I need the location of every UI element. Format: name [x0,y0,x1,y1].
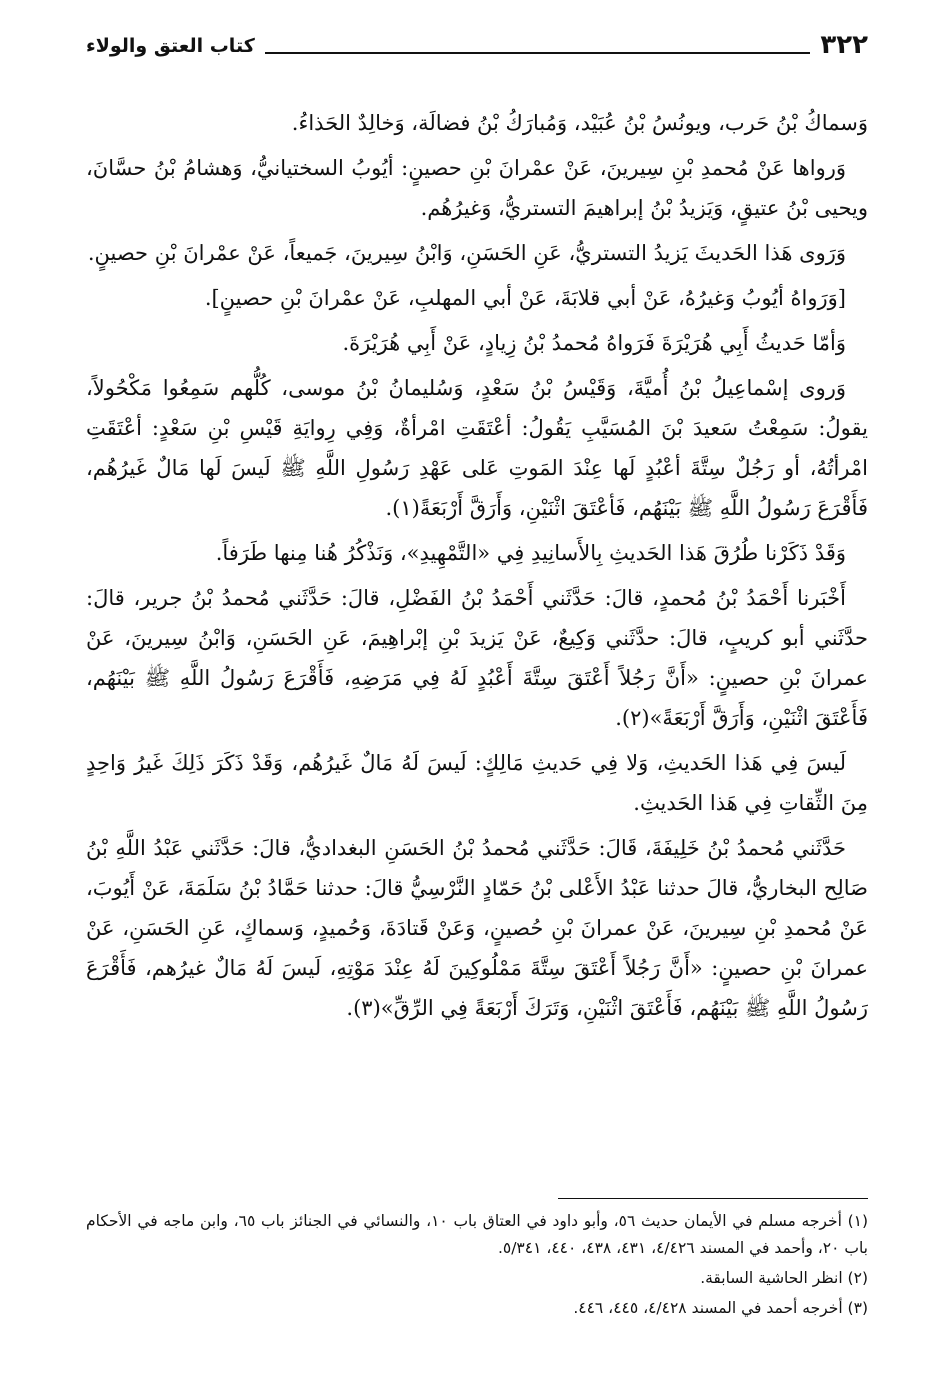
footnote-separator [558,1198,868,1199]
paragraph: حَدَّثَني مُحمدُ بْنُ خَلِيفَةَ، قَالَ: حَدَّثَني مُحمدُ بْنُ الحَسَنِ البغداديُّ، قالَ: حَدَّثَني عَبْدُ اللَّهِ بْنُ صَالِح البخاريُّ، قالَ حدثنا عَبْدُ الأَعْلى بْنُ حَمّادٍ النَّرْسِيُّ قالَ: حدثنا حَمَّادُ بْنُ سَلَمَةَ، عَنْ أَيُوبَ، عَنْ مُحمدِ بْنِ سِيرينَ، عَنْ عمرانَ بْنِ حُصينٍ، وَعَنْ قَتادَةَ، وَحُميدٍ، وَسماكٍ، عَنِ الحَسَنِ، عَنْ عمرانَ بْنِ حصينٍ: «أَنَّ رَجُلاً أَعْتَقَ سِتَّةَ مَمْلُوكِينَ لَهُ عِنْدَ مَوْتِهِ، لَيسَ لَهُ مَالٌ غيرُهم، فَأَقْرَعَ رَسُولُ اللَّهِ ﷺ بَيْنَهُم، فَأَعْتَقَ اثْنَيْنِ، وَتَرَكَ أَرْبَعَةً فِي الرِّقِّ»(٣). [86,836,868,1020]
paragraph: وَرواها عَنْ مُحمدِ بْنِ سِيرينَ، عَنْ عمْرانَ بْنِ حصينٍ: أيُوبُ السختيانيُّ، وَهشامُ بْنُ حسَّانَ، ويحيى بْنُ عتيقٍ، وَيَزيدُ بْنُ إبراهيمَ التستريُّ، وَغيرُهُم. [86,156,868,220]
footnote-2: (٢) انظر الحاشية السابقة. [700,1269,868,1287]
running-header [86,26,868,60]
paragraph: وَسماكُ بْنُ حَرب، ويونُسُ بْنُ عُبَيْد، وَمُبارَكُ بْنُ فضالَة، وَخالِدٌ الحَذاءُ. [291,111,868,135]
paragraph: لَيسَ فِي هَذا الحَديثِ، وَلا فِي حَديثِ مَالِكٍ: لَيسَ لَهُ مَالٌ غَيرُهُم، وَقَدْ ذَكَرَ ذَلِكَ غَيرُ وَاحِدٍ مِنَ الثِّقاتِ فِي هَذا الحَديثِ. [86,751,868,815]
footnote-3: (٣) أخرجه أحمد في المسند ٤/٤٢٨، ٤٤٥، ٤٤٦. [573,1299,868,1317]
paragraph: أَخْبَرنا أَحْمَدُ بْنُ مُحمدٍ، قالَ: حَدَّثَني أَحْمَدُ بْنُ الفَضْلِ، قالَ: حَدَّثَني مُحمدُ بْنُ جرير، قالَ: حدَّثَني أبو كريبٍ، قالَ: حدَّثَني وَكِيعٌ، عَنْ يَزيدَ بْنِ إبْراهِيمَ، عَنِ الحَسَنِ، وَابْنُ سِيرينَ، عَنْ عمرانَ بْنِ حصينٍ: «أَنَّ رَجُلاً أَعْتَقَ سِتَّةَ أَعْبُدٍ لَهُ فِي مَرَضِهِ، فَأَقْرَعَ رَسُولُ اللَّهِ ﷺ بَيْنَهُم، فَأَعْتَقَ اثْنَيْنِ، وَأَرَقَّ أَرْبَعَةً»(٢). [86,586,868,730]
paragraph: وَقَدْ ذَكَرْنا طُرُقَ هَذا الحَديثِ بِالأَسانِيدِ فِي «التَّمْهِيدِ»، وَنَذْكُرُ هُنا مِنها طَرَفاً. [215,541,846,565]
header-rule [265,52,811,54]
footnote-1: (١) أخرجه مسلم في الأيمان حديث ٥٦، وأبو داود في العتاق باب ١٠، والنسائي في الجنائز باب ٦٥، وابن ماجه في الأحكام باب ٢٠، وأحمد في المسند ٤/٤٢٦، ٤٣١، ٤٣٨، ٤٤٠، ٥/٣٤١. [86,1212,869,1257]
main-text [86,103,868,1033]
paragraph: [وَرَواهُ أيُوبُ وَغيرُهُ، عَنْ أبي قلابَةَ، عَنْ أبي المهلبِ، عَنْ عمْرانَ بْنِ حصينٍ]. [204,286,846,310]
book-title: كتاب العتق والولاء [86,35,255,57]
footnotes [86,1208,868,1325]
paragraph: وَروى إسْماعِيلُ بْنُ أُميَّةَ، وَقَيْسُ بْنُ سَعْدٍ، وَسُليمانُ بْنُ موسى، كُلُّهم سَمِعُوا مَكْحُولاً، يقولُ: سَمِعْتُ سَعيدَ بْنَ المُسَيَّبِ يَقُولُ: أعْتَقَتِ امْرأةٌ، وَفِي رِوايَةِ قَيْسِ بْنِ سَعْدٍ: أعْتَقَتِ امْرأتُهُ، أو رَجُلٌ سِتَّةَ أعْبُدٍ لَها عِنْدَ المَوتِ عَلى عَهْدِ رَسُولِ اللَّهِ ﷺ لَيسَ لَها مَالٌ غَيرُهُم، فَأَقْرَعَ رَسُولُ اللَّهِ ﷺ بَيْنَهُم، فَأعْتَقَ اثْنَيْنِ، وَأَرَقَّ أَرْبَعَةً(١). [86,376,868,520]
paragraph: وَرَوى هَذا الحَديثَ يَزيدُ التستريُّ، عَنِ الحَسَنِ، وَابْنُ سِيرينَ، جَميعاً، عَنْ عمْرانَ بْنِ حصينٍ. [87,241,846,265]
page-number: ٣٢٢ [820,30,868,60]
paragraph: وَأمّا حَديثُ أَبِي هُرَيْرَةَ فَرَواهُ مُحمدُ بْنُ زِيادٍ، عَنْ أَبِي هُرَيْرَةَ. [342,331,846,355]
